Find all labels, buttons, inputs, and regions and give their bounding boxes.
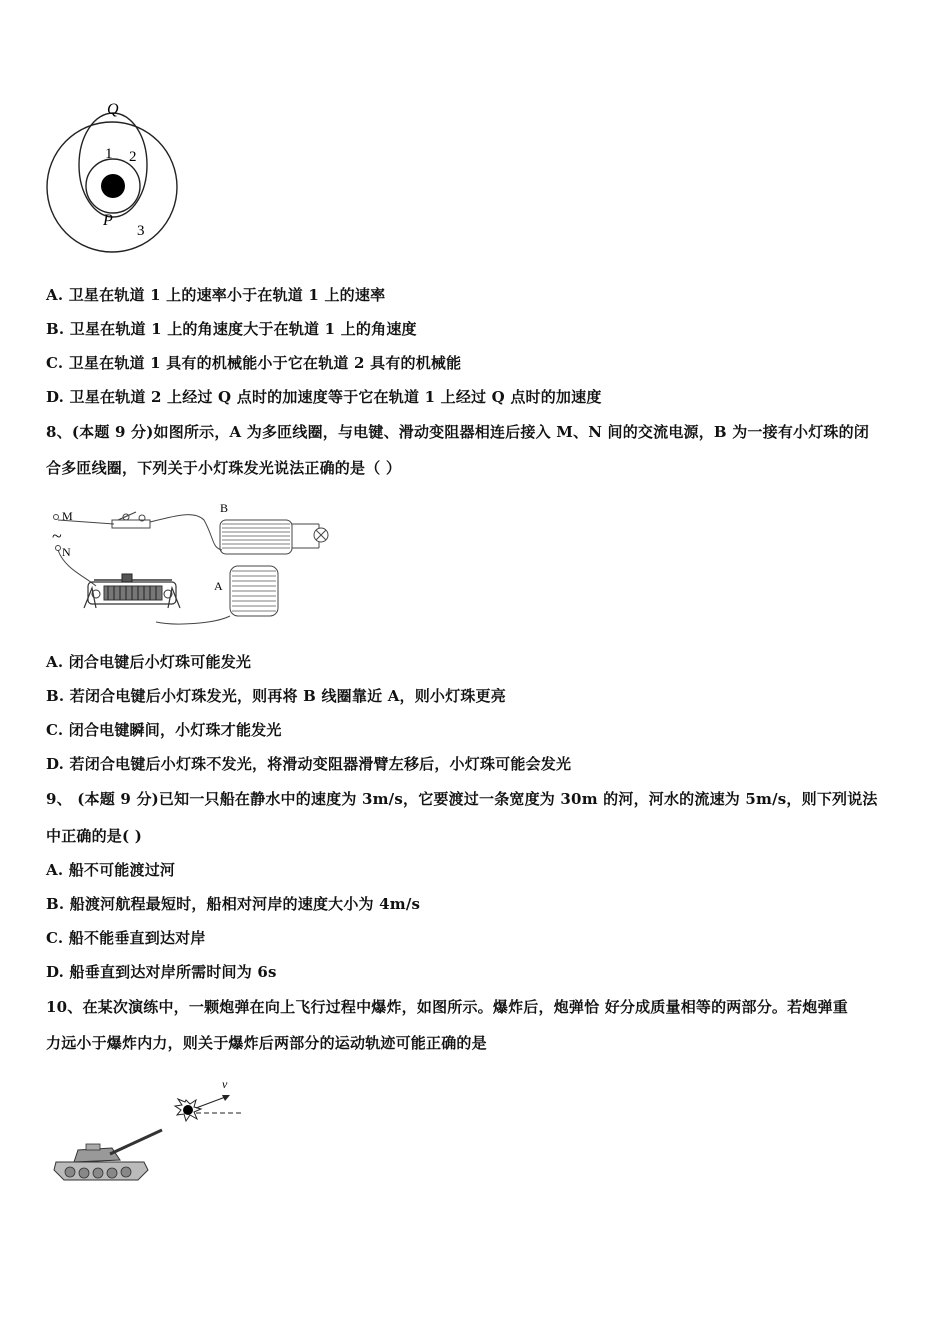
q7-option-a: A. 卫星在轨道 1 上的速率小于在轨道 1 上的速率 [46,286,386,304]
planet-dot [101,174,125,198]
q9-stem-line1: 9、 (本题 9 分)已知一只船在静水中的速度为 3m/s，它要渡过一条宽度为 30m 的河，河水的流速为 5m/s，则下列说法 [46,790,878,808]
label-p: P [103,212,113,229]
coil-a-icon [230,566,278,616]
orbit-figure [40,95,190,255]
rheostat-icon [84,574,180,608]
q10-stem-line2: 力远小于爆炸内力，则关于爆炸后两部分的运动轨迹可能正确的是 [46,1034,487,1052]
tank-icon [54,1130,162,1180]
switch-icon [112,512,150,528]
q8-option-a: A. 闭合电键后小灯珠可能发光 [46,653,252,671]
orbit-2-ellipse [79,113,147,217]
label-m: M [62,509,73,523]
coil-b-icon [220,520,292,554]
label-2: 2 [129,149,137,165]
q9-option-c: C. 船不能垂直到达对岸 [46,929,206,947]
q8-stem-line1: 8、(本题 9 分)如图所示，A 为多匝线圈，与电键、滑动变阻器相连后接入 M、N 间的交流电源，B 为一接有小灯珠的闭 [46,423,870,441]
q9-option-d: D. 船垂直到达对岸所需时间为 6s [46,963,277,981]
q8-option-c: C. 闭合电键瞬间，小灯珠才能发光 [46,721,282,739]
q9-option-a: A. 船不可能渡过河 [46,861,176,879]
q7-option-b: B. 卫星在轨道 1 上的角速度大于在轨道 1 上的角速度 [46,320,417,338]
label-a: A [214,579,223,593]
lamp-icon [314,528,328,542]
q9-stem-line2: 中正确的是( ) [46,827,143,845]
q8-option-d: D. 若闭合电键后小灯珠不发光，将滑动变阻器滑臂左移后，小灯珠可能会发光 [46,755,572,773]
explosion-icon [175,1099,201,1121]
tank-explosion-figure [50,1070,250,1190]
label-tilde: ~ [52,526,62,546]
label-v: v [222,1077,228,1091]
label-3: 3 [137,223,145,239]
label-q: Q [107,101,119,118]
q10-stem-line1: 10、在某次演练中，一颗炮弹在向上飞行过程中爆炸，如图所示。爆炸后，炮弹恰 好分成质量相等的两部分。若炮弹重 [46,998,848,1016]
q7-option-c: C. 卫星在轨道 1 具有的机械能小于它在轨道 2 具有的机械能 [46,354,462,372]
q8-option-b: B. 若闭合电键后小灯珠发光，则再将 B 线圈靠近 A，则小灯珠更亮 [46,687,506,705]
label-1: 1 [105,146,113,162]
q8-stem-line2: 合多匝线圈，下列关于小灯珠发光说法正确的是（ ） [46,459,402,477]
coil-circuit-figure [44,498,344,638]
q7-option-d: D. 卫星在轨道 2 上经过 Q 点时的加速度等于它在轨道 1 上经过 Q 点时的加速度 [46,388,602,406]
q9-option-b: B. 船渡河航程最短时，船相对河岸的速度大小为 4m/s [46,895,421,913]
label-b: B [220,501,229,515]
label-n: N [62,545,71,559]
